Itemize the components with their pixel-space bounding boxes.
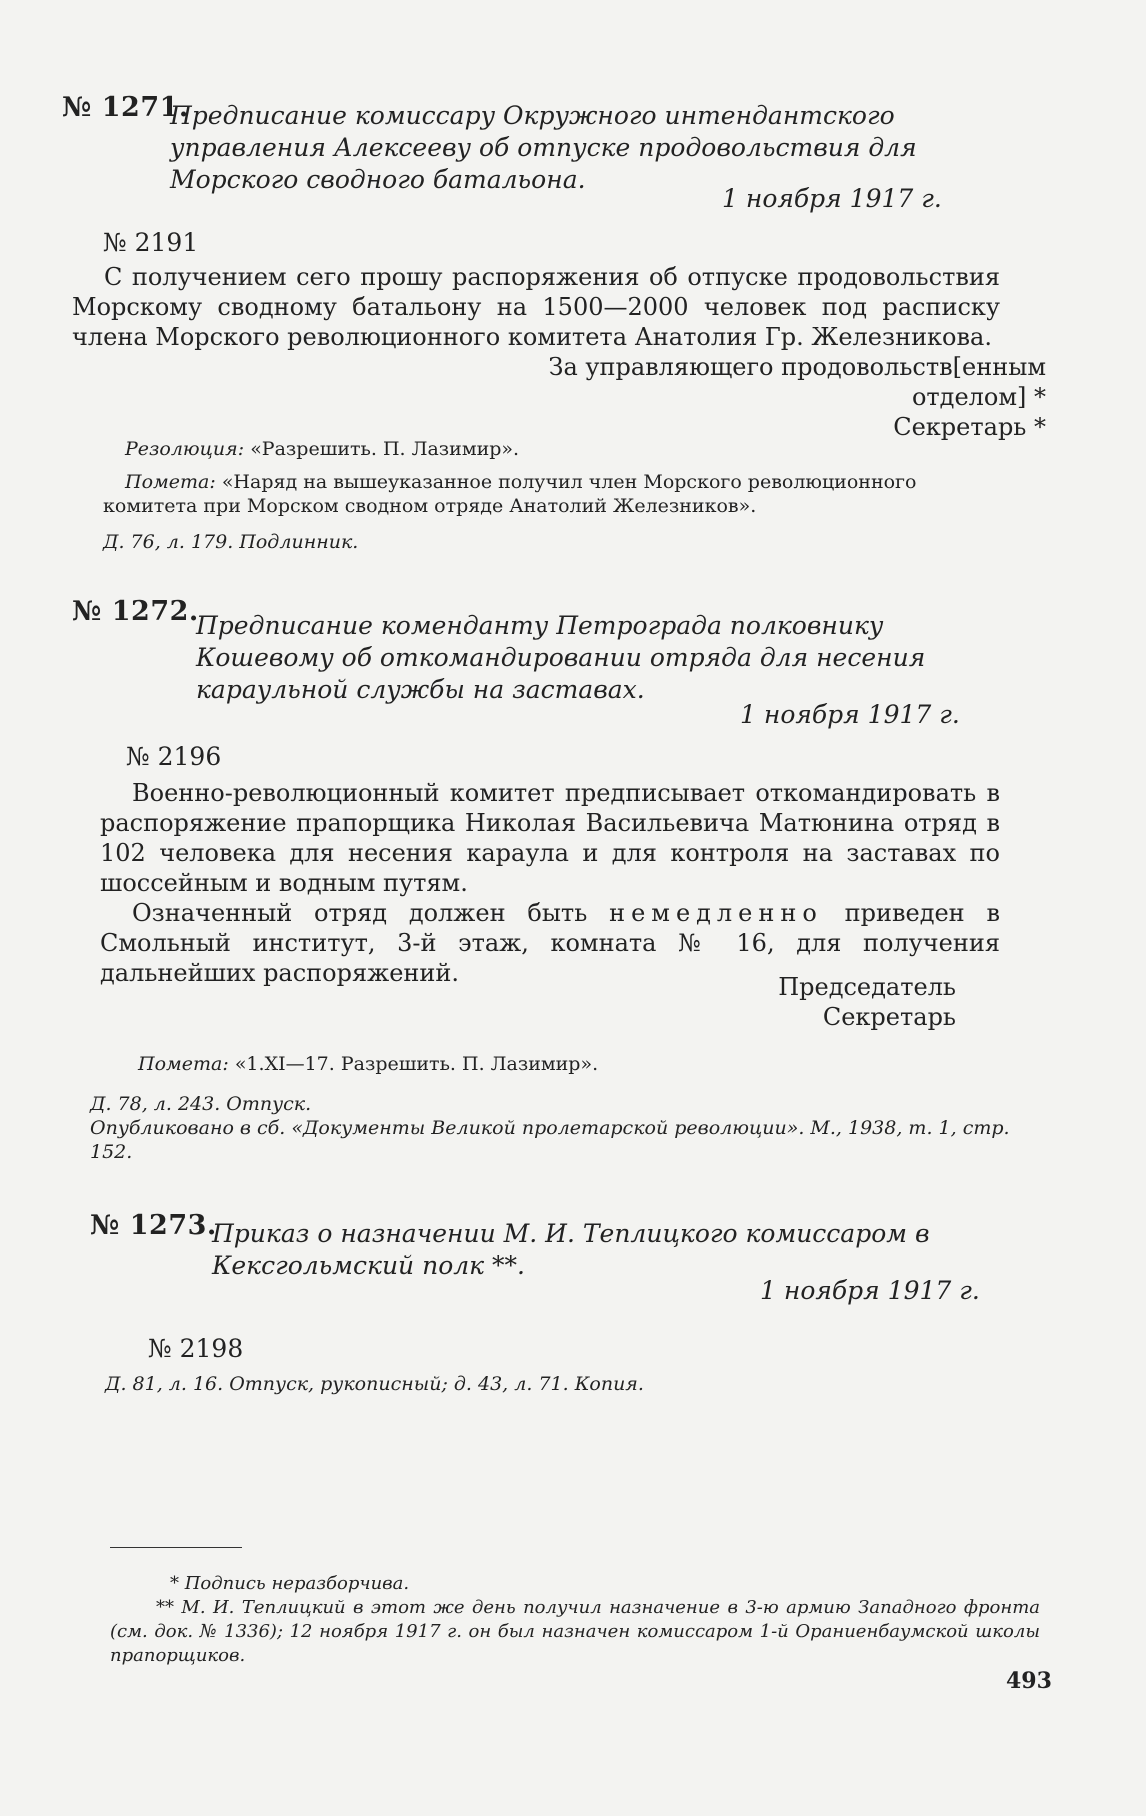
doc-1271-sign-line2: отделом] * (911, 383, 1046, 411)
doc-1273-number: № 1273. (90, 1210, 217, 1241)
doc-1273-reg-number: № 2198 (148, 1334, 244, 1363)
doc-1271-sign-line3: Секретарь * (893, 413, 1046, 441)
doc-1272-para2-before: Означенный отряд должен быть (132, 899, 610, 927)
doc-1272-sign-line1: Председатель (778, 973, 956, 1001)
doc-1272-signature-block (778, 972, 956, 1032)
doc-1272-mark-label: Помета: (138, 1053, 229, 1075)
doc-1271-mark-label: Помета: (125, 471, 216, 493)
doc-1271-source-text: Д. 76, л. 179. Подлинник. (103, 531, 359, 553)
doc-1273-title: Приказ о назначении М. И. Теплицкого комиссаром в Кексгольмский полк **. (212, 1219, 930, 1280)
doc-1272-source (90, 1092, 1020, 1164)
doc-1271-signature-block (548, 352, 1046, 442)
doc-1272-number: № 1272. (72, 596, 199, 627)
doc-1271-reg-number: № 2191 (103, 228, 199, 257)
page-number: 493 (1006, 1668, 1052, 1694)
doc-1271-paragraph: С получением сего прошу распоряжения об отпуске продовольствия Морскому сводному батальону на 1500—2000 человек под расписку члена Морского революционного комитета Анатолия Гр. Железникова. (72, 263, 1000, 351)
doc-1271-mark (103, 470, 1003, 518)
doc-1271-source (103, 530, 358, 554)
doc-1272-source-line2: Опубликовано в сб. «Документы Великой пролетарской революции». М., 1938, т. 1, стр. 152. (90, 1117, 1010, 1163)
doc-1272-title: Предписание коменданту Петрограда полковнику Кошевому об откомандировании отряда для несения караульной службы на заставах. (196, 611, 926, 704)
doc-1272-para2-emphasis: немедленно (609, 899, 823, 927)
footnote-1: * Подпись неразборчива. (170, 1573, 410, 1594)
footnote-2: ** М. И. Теплицкий в этот же день получил назначение в 3-ю армию Западного фронта (см. док. № 1336); 12 ноября 1917 г. он был назначен комиссаром 1-й Ораниенбаумской школы прапорщиков. (110, 1597, 1040, 1666)
doc-1272-reg-number: № 2196 (126, 742, 222, 771)
doc-1273-date: 1 ноября 1917 г. (760, 1276, 980, 1305)
doc-1271-date: 1 ноября 1917 г. (722, 184, 942, 213)
doc-1272-mark (138, 1052, 598, 1076)
doc-1272-date: 1 ноября 1917 г. (740, 700, 960, 729)
doc-1272-paragraph-1: Военно-революционный комитет предписывает откомандировать в распоряжение прапорщика Николая Васильевича Матюнина отряд в 102 человека для несения караула и для контроля на заставах по шоссейным и водным путям. (100, 779, 1000, 897)
doc-1271-resolution-label: Резолюция: (125, 438, 245, 460)
doc-1271-body (72, 262, 1000, 352)
doc-1271-title: Предписание комиссару Окружного интендантского управления Алексееву об отпуске продовольствия для Морского сводного батальона. (170, 101, 917, 194)
doc-1272-body (100, 778, 1000, 988)
doc-1271-number: № 1271. (62, 92, 189, 123)
doc-1271-mark-text: «Наряд на вышеуказанное получил член Морского революционного комитета при Морском сводном отряде Анатолий Железников». (103, 471, 917, 517)
doc-1272-source-line1: Д. 78, л. 243. Отпуск. (90, 1093, 312, 1115)
doc-1271-sign-line1: За управляющего продовольств[енным (548, 353, 1046, 381)
doc-1271-resolution (125, 437, 519, 461)
doc-1272-sign-line2: Секретарь (822, 1003, 956, 1031)
doc-1272-mark-text: «1.XI—17. Разрешить. П. Лазимир». (234, 1053, 599, 1075)
doc-1272-para2-after: приведен в Смольный институт, 3-й этаж, комната № 16, для получения дальнейших распоряжений. (100, 899, 1000, 987)
doc-1271-resolution-text: «Разрешить. П. Лазимир». (250, 438, 520, 460)
footnote-divider (110, 1547, 242, 1548)
doc-1273-source (105, 1372, 644, 1396)
doc-1273-source-text: Д. 81, л. 16. Отпуск, рукописный; д. 43, л. 71. Копия. (105, 1373, 644, 1395)
